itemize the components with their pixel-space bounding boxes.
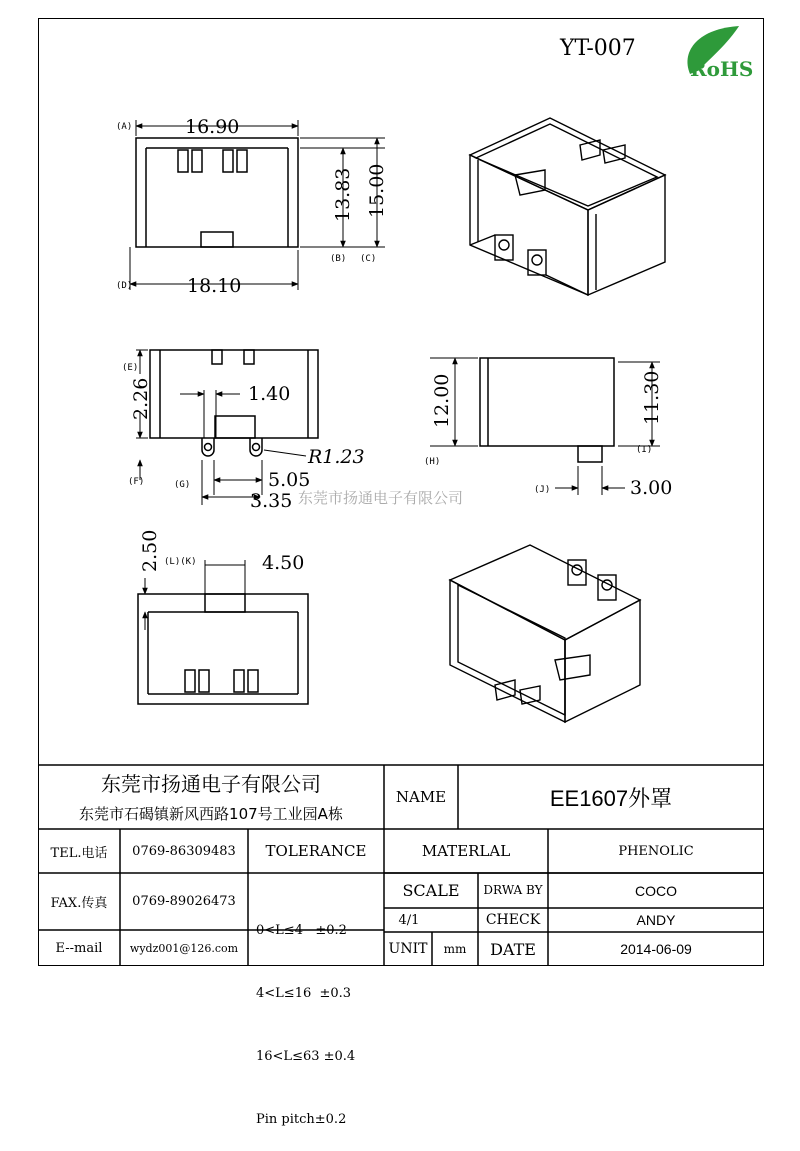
label-i: (I) <box>636 445 653 455</box>
unit-label: UNIT <box>388 941 428 957</box>
tolerance-row: 0<L≤4 ±0.2 <box>256 923 347 938</box>
tolerance-label: TOLERANCE <box>265 842 367 860</box>
dim-c: 15.00 <box>366 163 388 218</box>
bottom-view <box>138 560 308 704</box>
fax-label: FAX.传真 <box>50 896 108 911</box>
dim-b: 13.83 <box>332 167 354 222</box>
company-address: 东莞市石碣镇新风西路107号工业园A栋 <box>79 804 343 823</box>
label-e: (E) <box>122 363 139 373</box>
material-label: MATERLAL <box>421 842 511 860</box>
scale-value: 4/1 <box>398 912 420 928</box>
name-label: NAME <box>395 788 447 806</box>
company-name: 东莞市扬通电子有限公司 <box>101 771 321 796</box>
date-label: DATE <box>490 939 536 959</box>
fax-value: 0769-89026473 <box>132 894 236 909</box>
email-value: wydz001@126.com <box>129 941 239 955</box>
scale-label: SCALE <box>402 881 460 900</box>
part-number: YT-007 <box>560 36 636 61</box>
tolerance-table <box>256 878 384 1151</box>
dim-pin-gap: 1.40 <box>248 383 291 405</box>
dim-l: 2.50 <box>139 529 161 572</box>
dim-a: 16.90 <box>185 116 240 138</box>
label-j: (J) <box>534 485 551 495</box>
dim-k: 4.50 <box>262 552 305 574</box>
label-b: (B) <box>330 254 347 264</box>
label-h: (H) <box>424 457 441 467</box>
drawn-by-label: DRWA BY <box>483 883 543 897</box>
dim-h: 12.00 <box>431 373 453 428</box>
material-value: PHENOLIC <box>618 843 694 859</box>
email-label: E--mail <box>55 940 103 956</box>
isometric-view-2 <box>450 545 640 722</box>
rohs-logo <box>687 26 753 81</box>
dim-e: 2.26 <box>130 377 152 420</box>
drawn-by-value: COCO <box>635 882 677 899</box>
tolerance-row: 4<L≤16 ±0.3 <box>256 986 352 1001</box>
unit-value: mm <box>443 942 467 956</box>
label-c: (C) <box>360 254 377 264</box>
dim-g2: 3.35 <box>250 490 293 512</box>
dim-radius: R1.23 <box>308 446 365 468</box>
check-label: CHECK <box>485 912 541 928</box>
name-value: EE1607外罩 <box>549 785 673 811</box>
check-value: ANDY <box>636 912 676 928</box>
date-value: 2014-06-09 <box>620 941 692 957</box>
tolerance-row: Pin pitch±0.2 <box>256 1112 347 1127</box>
label-g: (G) <box>174 480 191 490</box>
label-lk: (L)(K) <box>164 557 197 567</box>
label-f: (F) <box>128 477 145 487</box>
dim-j: 3.00 <box>630 477 673 499</box>
tolerance-row: 16<L≤63 ±0.4 <box>256 1049 356 1064</box>
tel-value: 0769-86309483 <box>132 843 236 859</box>
watermark: 东莞市扬通电子有限公司 <box>298 489 464 507</box>
dim-d: 18.10 <box>187 275 242 297</box>
isometric-view-1 <box>470 118 665 295</box>
label-d: (D) <box>116 281 133 291</box>
label-a: (A) <box>116 122 133 132</box>
dim-g1: 5.05 <box>268 469 311 491</box>
side-view <box>430 358 660 495</box>
tel-label: TEL.电话 <box>50 845 108 861</box>
rohs-text: RoHS <box>690 57 754 81</box>
dim-i: 11.30 <box>641 370 663 425</box>
